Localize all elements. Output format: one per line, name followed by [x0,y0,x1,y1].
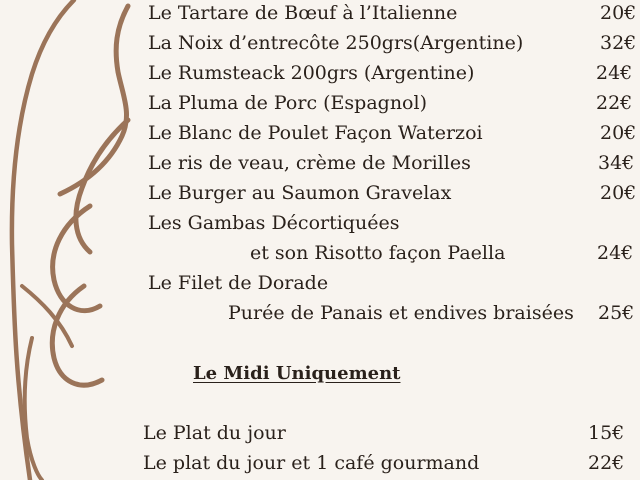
menu-item-2: La Noix d’entrecôte 250grs(Argentine) [148,32,524,54]
menu-item-6: Le ris de veau, crème de Morilles [148,152,471,174]
menu-price-4: 22€ [596,92,633,114]
menu-script-logo [0,0,150,480]
menu-price-7: 20€ [600,182,637,204]
menu-price-6: 34€ [598,152,635,174]
menu-price-9: 24€ [597,242,634,264]
midi-item-2: Le plat du jour et 1 café gourmand [143,452,480,474]
menu-item-1: Le Tartare de Bœuf à l’Italienne [148,2,458,24]
midi-title: Le Midi Uniquement [193,363,401,384]
menu-price-11: 25€ [598,302,635,324]
menu-item-7: Le Burger au Saumon Gravelax [148,182,452,204]
menu-item-11: Purée de Panais et endives braisées [228,302,574,324]
menu-item-5: Le Blanc de Poulet Façon Waterzoi [148,122,483,144]
menu-item-3: Le Rumsteack 200grs (Argentine) [148,62,475,84]
menu-price-5: 20€ [600,122,637,144]
midi-price-1: 15€ [588,422,625,444]
menu-item-4: La Pluma de Porc (Espagnol) [148,92,427,114]
menu-item-9: et son Risotto façon Paella [250,242,506,264]
menu-item-10: Le Filet de Dorade [148,272,329,294]
menu-item-8: Les Gambas Décortiquées [148,212,400,234]
menu-price-3: 24€ [596,62,633,84]
menu-price-1: 20€ [600,2,637,24]
midi-item-1: Le Plat du jour [143,422,286,444]
menu-price-2: 32€ [600,32,637,54]
midi-price-2: 22€ [588,452,625,474]
